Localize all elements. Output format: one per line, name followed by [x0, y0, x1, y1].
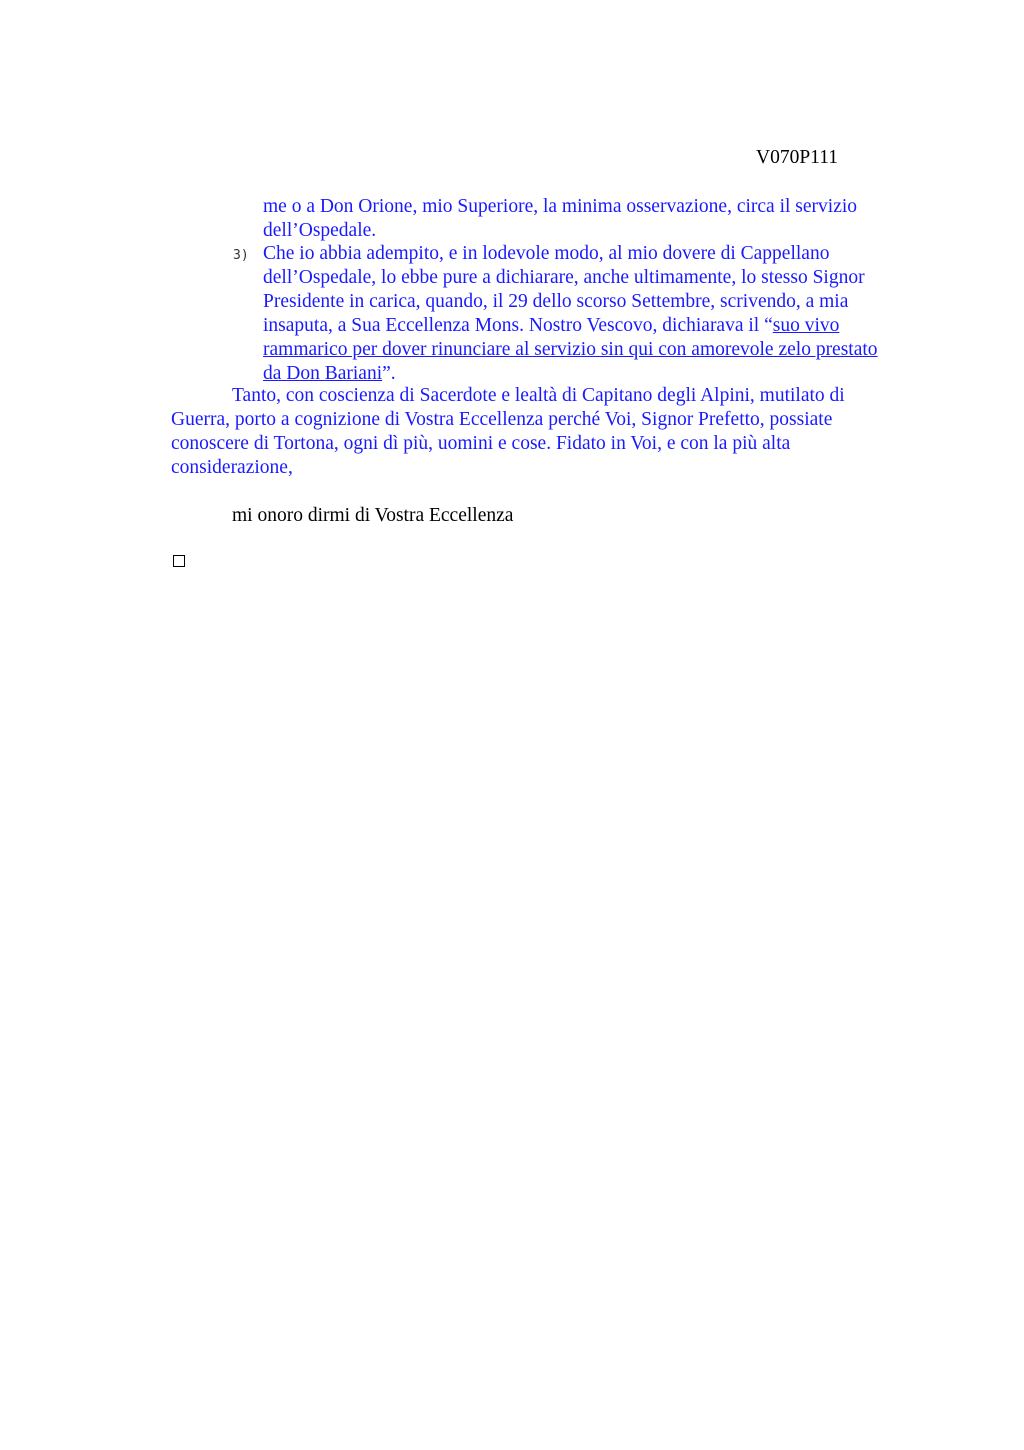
text-line [263, 362, 878, 386]
text-line: Presidente in carica, quando, il 29 dello scorso Settembre, scrivendo, a mia [263, 291, 849, 312]
text-line: considerazione, [171, 457, 293, 478]
text-line: Tanto, con coscienza di Sacerdote e lealtà di Capitano degli Alpini, mutilato di [232, 385, 845, 406]
text-line [263, 338, 878, 362]
text-line: Che io abbia adempito, e in lodevole modo, al mio dovere di Cappellano [263, 243, 830, 264]
checkbox-square-icon [173, 555, 185, 567]
text-fragment: insaputa, a Sua Eccellenza Mons. Nostro Vescovo, dichiarava il “ [263, 315, 773, 336]
list-continuation [263, 195, 857, 243]
text-line [263, 314, 878, 338]
text-line: dell’Ospedale. [263, 220, 377, 241]
closing-paragraph [171, 384, 845, 480]
text-fragment: ”. [382, 363, 396, 384]
text-line: me o a Don Orione, mio Superiore, la minima osservazione, circa il servizio [263, 196, 858, 217]
page-identifier: V070P111 [756, 147, 838, 168]
list-item-number: 3) [233, 248, 249, 263]
underlined-quote: da Don Bariani [263, 363, 383, 384]
list-item-3 [263, 242, 878, 386]
text-line: dell’Ospedale, lo ebbe pure a dichiarare, anche ultimamente, lo stesso Signor [263, 267, 865, 288]
underlined-quote: rammarico per dover rinunciare al servizio sin qui con amorevole zelo prestato [263, 339, 878, 360]
text-line: Guerra, porto a cognizione di Vostra Eccellenza perché Voi, Signor Prefetto, possiate [171, 409, 833, 430]
sign-off: mi onoro dirmi di Vostra Eccellenza [232, 505, 514, 526]
underlined-quote: suo vivo [772, 315, 840, 336]
text-line: conoscere di Tortona, ogni dì più, uomini e cose. Fidato in Voi, e con la più alta [171, 433, 791, 454]
